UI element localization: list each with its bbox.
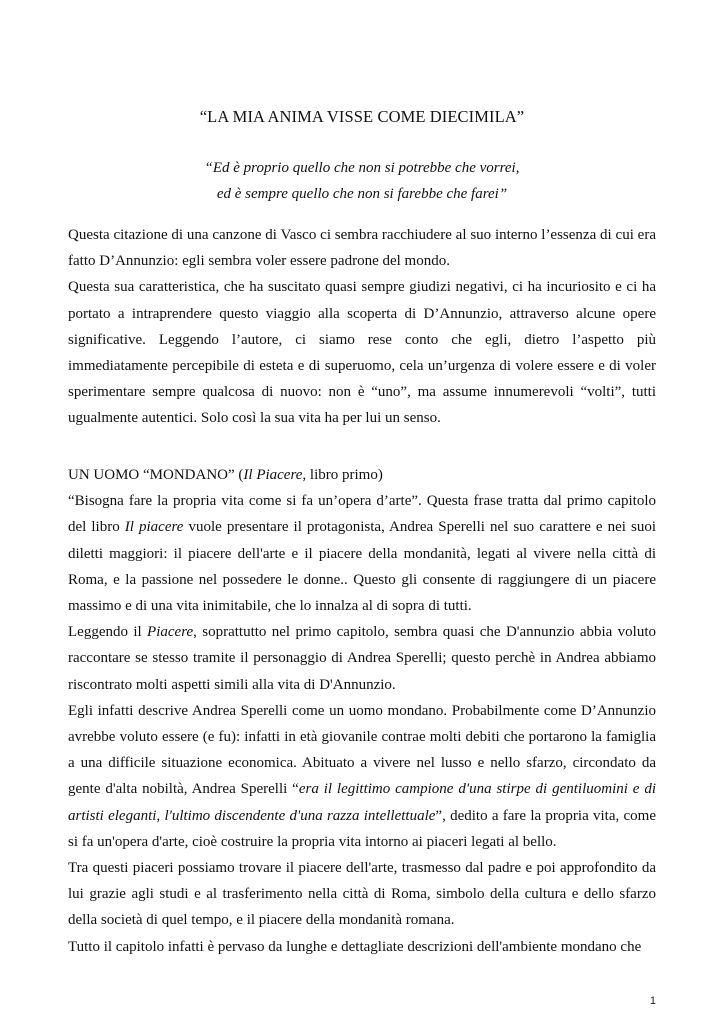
section-paragraph-3 [68, 698, 656, 855]
paragraph-1-text-a: “Bisogna fare la propria vita come si fa un’opera d’arte”. Questa frase tratta dal primo capitolo del libro [68, 493, 656, 536]
paragraph-1-work-title: Il piacere [124, 519, 184, 536]
epigraph-line-1: “Ed è proprio quello che non si potrebbe che vorrei, [204, 160, 520, 176]
paragraph-2-text-b: , soprattutto nel primo capitolo, sembra quasi che D'annunzio abbia voluto raccontare se stesso tramite il personaggio di Andrea Sperelli; questo perchè in Andrea abbiamo riscontrato molti aspetti simili alla vita di D'Annunzio. [68, 624, 656, 693]
epigraph-line-2: ed è sempre quello che non si farebbe che farei” [216, 186, 508, 202]
paragraph-2-text-a: Leggendo il [68, 624, 148, 641]
intro-section [68, 222, 656, 432]
paragraph-3-text-a: Egli infatti descrive Andrea Sperelli come un uomo mondano. Probabilmente come D’Annunzio avrebbe voluto essere (e fu): infatti in età giovanile contrae molti debiti che portarono la famiglia a una difficile situazione economica. Abituato a vivere nel lusso e nello sfarzo, circondato da gente d'alta nobiltà, Andrea Sperelli “ [68, 702, 656, 798]
section-paragraph-4: Tra questi piaceri possiamo trovare il piacere dell'arte, trasmesso dal padre e poi approfondito da lui grazie agli studi e al trasferimento nella città di Roma, simbolo della cultura e dello sfarzo della società di quel tempo, e il piacere della mondanità romana. [68, 860, 656, 929]
page-number: 1 [649, 995, 656, 1007]
section-paragraph-2 [68, 619, 656, 698]
section-heading-tail: , libro primo) [302, 467, 383, 483]
section-paragraph-1 [68, 488, 656, 619]
paragraph-3-text-b: ”, dedito a fare la propria vita, come si fa un'opera d'arte, cioè costruire la propria vita intorno ai piaceri legati al bello. [68, 807, 657, 850]
section-heading-work-title: Il Piacere [243, 467, 303, 483]
paragraph-2-work-title: Piacere [147, 624, 194, 641]
mondano-section [68, 462, 656, 960]
intro-paragraph-1: Questa citazione di una canzone di Vasco ci sembra racchiudere al suo interno l’essenza di cui era fatto D’Annunzio: egli sembra voler essere padrone del mondo. [68, 227, 656, 270]
document-title: “LA MIA ANIMA VISSE COME DIECIMILA” [199, 107, 525, 126]
epigraph-quote [68, 155, 656, 207]
document-page [68, 0, 656, 1024]
section-heading-text: UN UOMO “MONDANO” ( [68, 467, 244, 483]
section-paragraph-5: Tutto il capitolo infatti è pervaso da lunghe e dettagliate descrizioni dell'ambiente mondano che [68, 938, 642, 955]
paragraph-1-text-b: vuole presentare il protagonista, Andrea Sperelli nel suo carattere e nei suoi diletti maggiori: il piacere dell'arte e il piacere della mondanità, legati al vivere nella città di Roma, e la passione nel possedere le donne.. Questo gli consente di raggiungere di un piacere massimo e di una vita inimitabile, che lo innalza al di sopra di tutti. [68, 519, 657, 615]
section-heading [68, 462, 656, 488]
intro-paragraph-2: Questa sua caratteristica, che ha suscitato quasi sempre giudizi negativi, ci ha incuriosito e ci ha portato a intraprendere questo viaggio alla scoperta di D’Annunzio, attraverso alcune opere significative. Leggendo l’autore, ci siamo rese conto che egli, dietro l’aspetto più immediatamente percepibile di esteta e di superuomo, cela un’urgenza di volere essere e di voler sperimentare sempre qualcosa di nuovo: non è “uno”, ma assume innumerevoli “volti”, tutti ugualmente autentici. Solo così la sua vita ha per lui un senso. [68, 279, 656, 427]
paragraph-3-quotation: era il legittimo campione d'una stirpe di gentiluomini e di artisti eleganti, l'ultimo discendente d'una razza intellettuale [68, 781, 657, 824]
